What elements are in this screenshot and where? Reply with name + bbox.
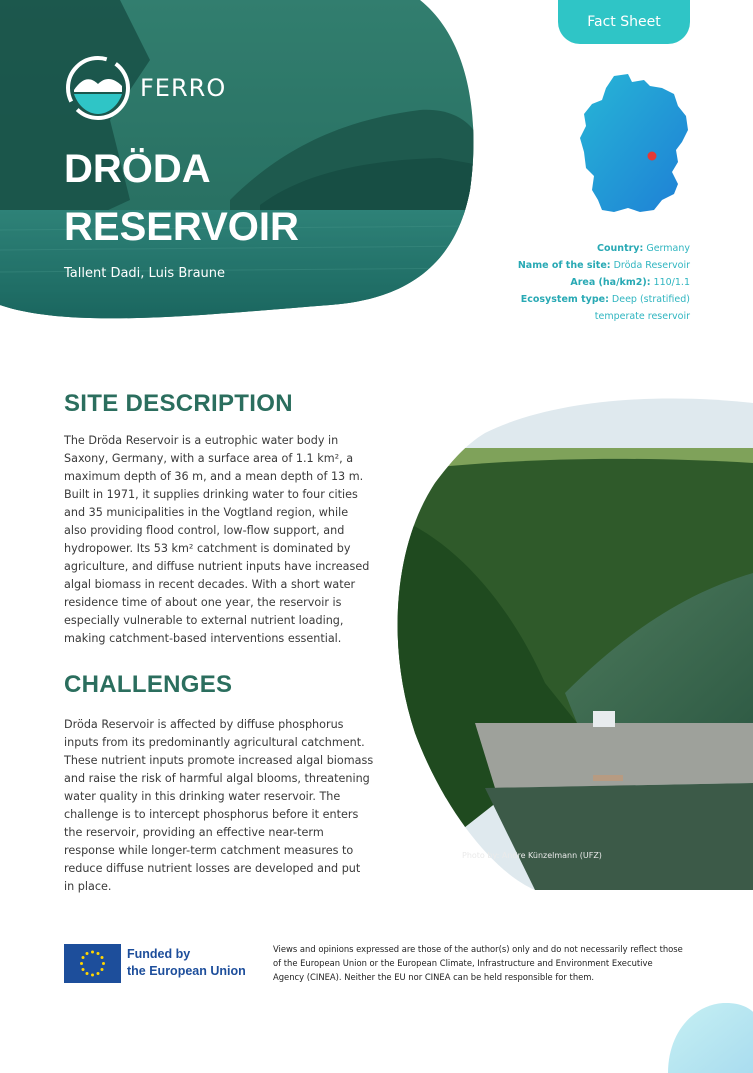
challenges-text: Dröda Reservoir is affected by diffuse phosphorus inputs from its predominantly agricultural catchment. These nutrient inputs promote increased algal biomass and raise the risk of harmful algal blooms, threatening water quality in this drinking water reservoir. The challenge is to intercept phosphorus before it enters the reservoir, providing an effective near-term response while longer-term catchment measures to reduce diffuse nutrient losses are developed and put in place. bbox=[64, 718, 374, 893]
site-name-value: Dröda Reservoir bbox=[613, 260, 690, 271]
disclaimer-text: Views and opinions expressed are those of the author(s) only and do not necessarily reflect those of the European Union or the European Climate, Infrastructure and Environment Executive Agency (CINEA). Neither the EU nor CINEA can be held responsible for them. bbox=[273, 944, 683, 982]
ferro-logo bbox=[66, 56, 226, 120]
area-label: Area (ha/km2): bbox=[570, 277, 651, 288]
germany-map bbox=[578, 72, 692, 216]
ecosystem-label: Ecosystem type: bbox=[520, 294, 609, 305]
decorative-blob bbox=[668, 1003, 753, 1073]
logo-text: FERRO bbox=[140, 74, 227, 102]
ecosystem-value-2: temperate reservoir bbox=[594, 311, 690, 322]
funded-by-eu bbox=[127, 946, 246, 980]
site-description-heading: SITE DESCRIPTION bbox=[64, 390, 293, 417]
ecosystem-value-1: Deep (stratified) bbox=[611, 294, 690, 305]
authors: Tallent Dadi, Luis Braune bbox=[64, 266, 226, 281]
site-name-label: Name of the site: bbox=[517, 260, 611, 271]
area-value: 110/1.1 bbox=[653, 277, 690, 288]
country-label: Country: bbox=[597, 243, 644, 254]
ferro-logo-icon bbox=[66, 56, 130, 120]
photo-credit: Photo by: Andre Künzelmann (UFZ) bbox=[462, 851, 602, 860]
country-value: Germany bbox=[646, 243, 690, 254]
funded-line-2: the European Union bbox=[127, 964, 246, 978]
title-line-2: RESERVOIR bbox=[64, 205, 299, 249]
eu-flag-icon bbox=[64, 944, 121, 983]
title-line-1: DRÖDA bbox=[64, 147, 211, 191]
page-title bbox=[64, 140, 364, 256]
funded-line-1: Funded by bbox=[127, 947, 191, 961]
site-description-text: The Dröda Reservoir is a eutrophic water body in Saxony, Germany, with a surface area of 1.1 km², a maximum depth of 36 m, and a mean depth of 13 m. Built in 1971, it supplies drinking water to four cities and 35 municipalities in the Vogtland region, while also providing flood control, low-flow support, and hydropower. Its 53 km² catchment is dominated by agriculture, and diffuse nutrient inputs have increased algal biomass in recent decades. With a short water residence time of about one year, the reservoir is especially vulnerable to external nutrient loading, making catchment-based interventions essential. bbox=[64, 434, 370, 645]
reservoir-photo bbox=[385, 393, 753, 890]
site-info bbox=[518, 240, 690, 325]
fact-sheet-badge: Fact Sheet bbox=[558, 0, 690, 44]
challenges-heading: CHALLENGES bbox=[64, 671, 233, 698]
map-marker-icon bbox=[648, 152, 657, 161]
